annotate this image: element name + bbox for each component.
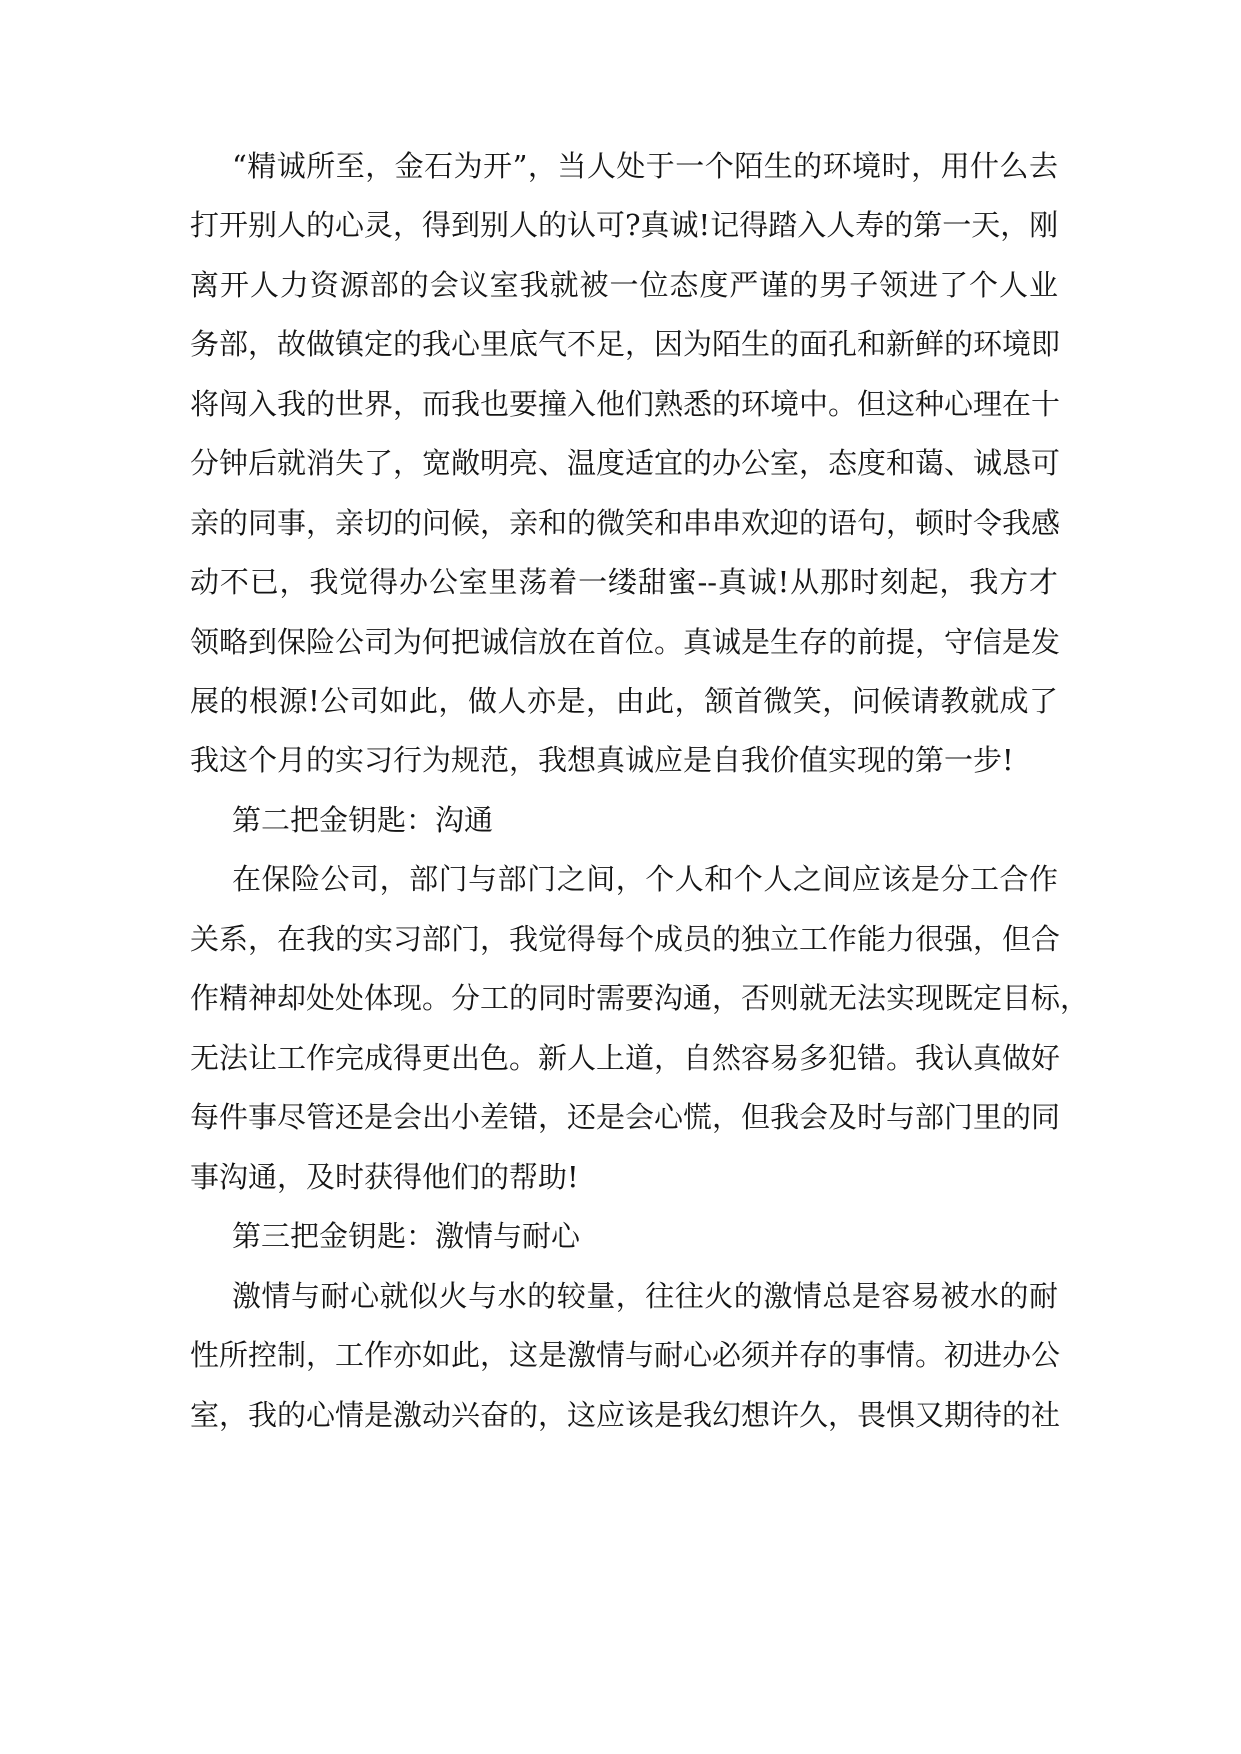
text-line: 我这个月的实习行为规范，我想真诚应是自我价值实现的第一步! [190,743,1014,777]
section-heading: 第二把金钥匙：沟通 [232,803,494,837]
text-line: 作精神却处处体现。分工的同时需要沟通，否则就无法实现既定目标， [190,981,1090,1015]
text-line: 务部，故做镇定的我心里底气不足，因为陌生的面孔和新鲜的环境即 [190,327,1061,361]
section-heading: 第三把金钥匙：激情与耐心 [232,1219,581,1253]
text-line: 室，我的心情是激动兴奋的，这应该是我幻想许久，畏惧又期待的社 [190,1398,1061,1432]
text-line: 将闯入我的世界，而我也要撞入他们熟悉的环境中。但这种心理在十 [190,387,1061,421]
text-line: 无法让工作完成得更出色。新人上道，自然容易多犯错。我认真做好 [190,1041,1061,1075]
text-line: 领略到保险公司为何把诚信放在首位。真诚是生存的前提，守信是发 [190,625,1061,659]
text-line: 事沟通，及时获得他们的帮助! [190,1160,579,1194]
text-line: 关系，在我的实习部门，我觉得每个成员的独立工作能力很强，但合 [190,922,1061,956]
text-line: 动不已，我觉得办公室里荡着一缕甜蜜--真诚!从那时刻起，我方才 [190,565,1058,599]
text-line: 打开别人的心灵，得到别人的认可?真诚!记得踏入人寿的第一天，刚 [190,208,1059,242]
text-line: 性所控制，工作亦如此，这是激情与耐心必须并存的事情。初进办公 [190,1338,1061,1372]
text-line: 在保险公司，部门与部门之间，个人和个人之间应该是分工合作 [232,862,1058,896]
text-line: “精诚所至，金石为开”，当人处于一个陌生的环境时，用什么去 [232,149,1058,183]
text-line: 离开人力资源部的会议室我就被一位态度严谨的男子领进了个人业 [190,268,1058,302]
text-line: 亲的同事，亲切的问候，亲和的微笑和串串欢迎的语句，顿时令我感 [190,506,1061,540]
text-line: 分钟后就消失了，宽敞明亮、温度适宜的办公室，态度和蔼、诚恳可 [190,446,1061,480]
text-line: 展的根源!公司如此，做人亦是，由此，颔首微笑，问候请教就成了 [190,684,1058,718]
text-line: 每件事尽管还是会出小差错，还是会心慌，但我会及时与部门里的同 [190,1100,1061,1134]
text-line: 激情与耐心就似火与水的较量，往往火的激情总是容易被水的耐 [232,1279,1058,1313]
